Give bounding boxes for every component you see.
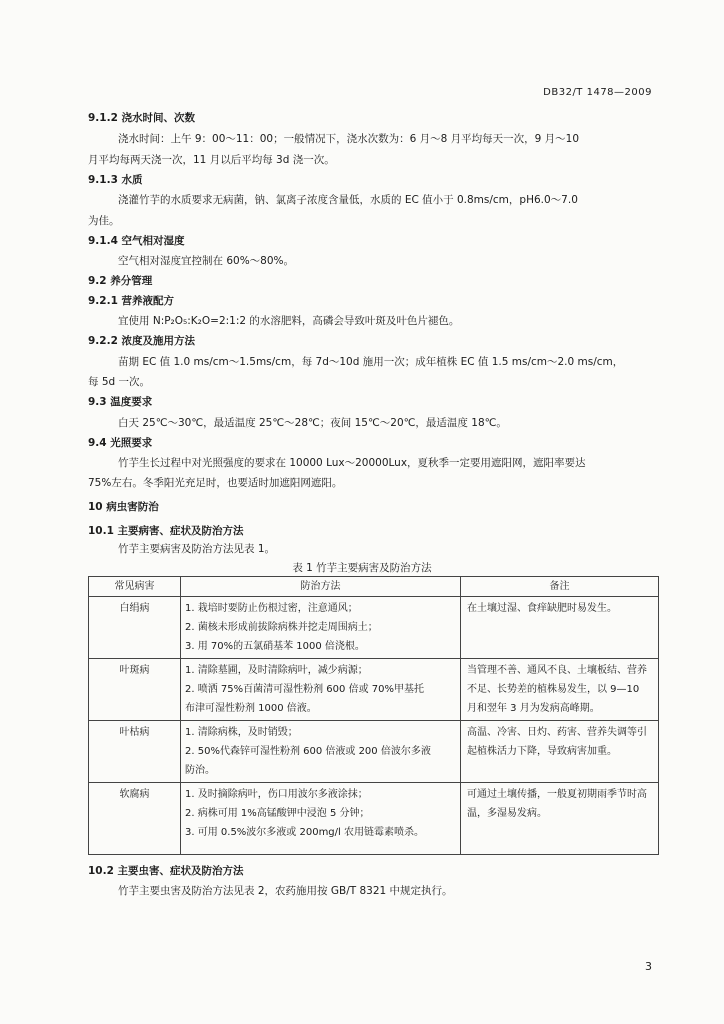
section-9-3-heading: 9.3 温度要求	[88, 396, 153, 408]
disease-name: 叶枯病	[89, 721, 181, 783]
section-9-1-4-heading: 9.1.4 空气相对湿度	[88, 235, 185, 247]
section-10-heading: 10 病虫害防治	[88, 501, 159, 513]
paragraph-line: 75%左右。冬季阳光充足时，也要适时加遮阳网遮阳。	[88, 477, 343, 489]
standard-number: DB32/T 1478—2009	[543, 87, 652, 98]
table-row	[89, 783, 659, 855]
section-9-2-2-heading: 9.2.2 浓度及施用方法	[88, 335, 196, 347]
table-1-caption: 表 1 竹芋主要病害及防治方法	[292, 562, 432, 574]
section-10-2-heading: 10.2 主要虫害、症状及防治方法	[88, 865, 244, 877]
paragraph-line: 竹芋主要虫害及防治方法见表 2，农药施用按 GB/T 8321 中规定执行。	[118, 885, 453, 897]
section-9-1-2-heading: 9.1.2 浇水时间、次数	[88, 112, 196, 124]
paragraph-line: 每 5d 一次。	[88, 376, 151, 388]
disease-remark: 可通过土壤传播，一般夏初期雨季节时高温，多湿易发病。	[461, 783, 659, 855]
disease-name: 软腐病	[89, 783, 181, 855]
method-line: 1. 清除病株，及时销毁；	[185, 727, 298, 738]
paragraph-line: 宜使用 N:P₂O₅:K₂O=2:1:2 的水溶肥料，高磷会导致叶斑及叶色片褪色。	[118, 315, 460, 327]
method-line: 1. 清除墓圃，及时清除病叶，减少病源；	[185, 665, 368, 676]
disease-methods	[181, 659, 461, 721]
disease-remark: 当管理不善、通风不良、土壤板结、营养不足、长势差的植株易发生，以 9—10 月和翌年 3 月为发病高峰期。	[461, 659, 659, 721]
paragraph-line: 浇灌竹芋的水质要求无病菌，钠、氯离子浓度含量低，水质的 EC 值小于 0.8ms/cm，pH6.0～7.0	[118, 194, 578, 206]
paragraph-line: 苗期 EC 值 1.0 ms/cm～1.5ms/cm，每 7d～10d 施用一次；成年植株 EC 值 1.5 ms/cm～2.0 ms/cm，	[118, 356, 624, 368]
method-line: 3. 用 70%的五氯硝基苯 1000 倍浇根。	[185, 641, 365, 652]
table-row	[89, 659, 659, 721]
method-line: 1. 及时摘除病叶，伤口用波尔多液涂抹；	[185, 789, 368, 800]
method-line: 1. 栽培时要防止伤根过密，注意通风；	[185, 603, 358, 614]
disease-table	[88, 576, 659, 855]
method-line: 布津可湿性粉剂 1000 倍液。	[185, 703, 317, 714]
table-row	[89, 597, 659, 659]
paragraph-line: 白天 25℃～30℃，最适温度 25℃～28℃；夜间 15℃～20℃，最适温度 18℃。	[118, 417, 507, 429]
paragraph-line: 为佳。	[88, 215, 120, 227]
method-line: 2. 喷洒 75%百菌清可湿性粉剂 600 倍或 70%甲基托	[185, 684, 424, 695]
page-number: 3	[645, 960, 652, 973]
section-9-2-heading: 9.2 养分管理	[88, 275, 153, 287]
method-line: 防治。	[185, 765, 215, 776]
table-header-row	[89, 577, 659, 597]
paragraph-line: 月平均每两天浇一次，11 月以后平均每 3d 浇一次。	[88, 154, 335, 166]
method-line: 3. 可用 0.5%波尔多液或 200mg/l 农用链霉素喷杀。	[185, 827, 424, 838]
disease-methods	[181, 721, 461, 783]
header-remark: 备注	[461, 577, 659, 597]
section-9-4-heading: 9.4 光照要求	[88, 437, 153, 449]
section-9-1-3-heading: 9.1.3 水质	[88, 174, 143, 186]
paragraph-line: 竹芋主要病害及防治方法见表 1。	[118, 543, 276, 555]
method-line: 2. 菌核未形成前拔除病株并挖走周围病土；	[185, 622, 378, 633]
header-methods: 防治方法	[181, 577, 461, 597]
disease-name: 叶斑病	[89, 659, 181, 721]
disease-remark: 在土壤过湿、食痒缺肥时易发生。	[461, 597, 659, 659]
table-row	[89, 721, 659, 783]
disease-name: 白绢病	[89, 597, 181, 659]
disease-methods	[181, 597, 461, 659]
paragraph-line: 竹芋生长过程中对光照强度的要求在 10000 Lux～20000Lux，夏秋季一定要用遮阳网，遮阳率要达	[118, 457, 586, 469]
disease-methods	[181, 783, 461, 855]
paragraph-line: 浇水时间：上午 9：00～11：00；一般情况下，浇水次数为：6 月～8 月平均每天一次，9 月～10	[118, 133, 580, 145]
header-disease: 常见病害	[89, 577, 181, 597]
method-line: 2. 50%代森锌可湿性粉剂 600 倍液或 200 倍波尔多液	[185, 746, 431, 757]
disease-remark: 高温、冷害、日灼、药害、营养失调等引起植株活力下降，导致病害加重。	[461, 721, 659, 783]
paragraph-line: 空气相对湿度宜控制在 60%～80%。	[118, 255, 295, 267]
section-9-2-1-heading: 9.2.1 营养液配方	[88, 295, 175, 307]
section-10-1-heading: 10.1 主要病害、症状及防治方法	[88, 525, 244, 537]
method-line: 2. 病株可用 1%高锰酸钾中浸泡 5 分钟；	[185, 808, 370, 819]
